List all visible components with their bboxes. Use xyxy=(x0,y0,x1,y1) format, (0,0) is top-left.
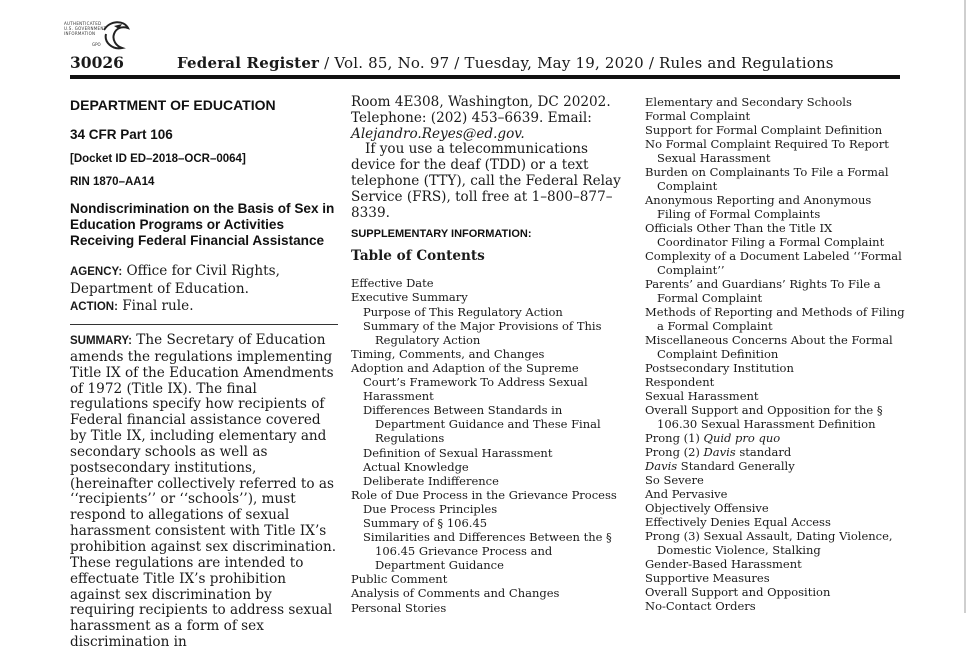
toc-entry xyxy=(645,95,905,109)
toc-entry xyxy=(351,460,621,474)
seal-gpo-text: GPO xyxy=(92,42,101,47)
toc-entry-text: Anonymous Reporting and Anonymous Filing of Formal Complaints xyxy=(645,193,872,221)
toc-entry-text-after: standard xyxy=(735,445,792,459)
toc-entry-text: Sexual Harassment xyxy=(645,389,759,403)
toc-entry xyxy=(645,109,905,123)
toc-entry-text: Effectively Denies Equal Access xyxy=(645,515,831,529)
contact-email[interactable]: Alejandro.Reyes@ed.gov. xyxy=(351,125,525,142)
toc-entry-text: So Severe xyxy=(645,473,704,487)
toc-entry-text: Objectively Offensive xyxy=(645,501,769,515)
toc-entry xyxy=(645,571,905,585)
toc-entry-text: Gender-Based Harassment xyxy=(645,557,802,571)
rin-number: RIN 1870–AA14 xyxy=(70,176,155,188)
toc-entry xyxy=(645,277,905,305)
toc-entry-text: Methods of Reporting and Methods of Filing a Formal Complaint xyxy=(645,305,905,333)
publication-name: Federal Register xyxy=(177,54,320,72)
toc-entry-text: Adoption and Adaption of the Supreme Court’s Framework To Address Sexual Harassment xyxy=(351,360,588,404)
toc-entry xyxy=(351,474,621,488)
toc-entry xyxy=(351,290,621,304)
toc-entry xyxy=(645,389,905,403)
toc-entry-text: Personal Stories xyxy=(351,600,447,615)
agency-field xyxy=(70,263,338,298)
toc-entry-text: Overall Support and Opposition for the § 106.30 Sexual Harassment Definition xyxy=(645,403,883,431)
toc-entry-text: Support for Formal Complaint Definition xyxy=(645,123,883,137)
toc-entry-text: Public Comment xyxy=(351,572,448,587)
toc-entry xyxy=(645,137,905,165)
column-1 xyxy=(70,95,338,664)
toc-entry-italic: Quid pro quo xyxy=(703,431,781,445)
toc-entry xyxy=(645,529,905,557)
header-rule xyxy=(70,75,900,79)
toc-entry-text-after: Standard Generally xyxy=(677,459,795,473)
toc-entry xyxy=(645,599,905,613)
toc-entry-text: Overall Support and Opposition xyxy=(645,585,831,599)
toc-entry-text: No-Contact Orders xyxy=(645,599,756,613)
action-label: ACTION: xyxy=(70,301,118,313)
toc-entry-text: Officials Other Than the Title IX Coordinator Filing a Formal Complaint xyxy=(645,221,885,249)
issue-details: / Vol. 85, No. 97 / Tuesday, May 19, 2020 / Rules and Regulations xyxy=(319,54,834,72)
docket-id: [Docket ID ED–2018–OCR–0064] xyxy=(70,153,246,165)
toc-list xyxy=(351,276,621,614)
toc-entry xyxy=(351,516,621,530)
contact-phone: Telephone: (202) 453–6639. Email: xyxy=(351,109,592,126)
toc-entry xyxy=(645,487,905,501)
action-field xyxy=(70,298,338,316)
column-3 xyxy=(645,95,905,613)
page-number: 30026 xyxy=(70,53,124,72)
summary-label: SUMMARY: xyxy=(70,335,132,347)
toc-entry-italic: Davis xyxy=(645,459,678,473)
tdd-paragraph: If you use a telecommunications device for the deaf (TDD) or a text telephone (TTY), call the Federal Relay Service (FRS), toll free at 1–800–877–8339. xyxy=(351,141,621,221)
eagle-icon xyxy=(100,18,130,52)
toc-entry xyxy=(645,501,905,515)
page-edge xyxy=(964,0,966,613)
toc-entry xyxy=(351,319,621,347)
toc-entry xyxy=(351,276,621,290)
toc-entry-text: Complexity of a Document Labeled ‘‘Formal Complaint’’ xyxy=(645,249,902,277)
toc-entry xyxy=(645,249,905,277)
toc-entry-text: Role of Due Process in the Grievance Process xyxy=(351,487,617,502)
toc-title: Table of Contents xyxy=(351,248,485,265)
toc-entry xyxy=(351,403,621,445)
toc-entry xyxy=(645,515,905,529)
gpo-authentication-seal xyxy=(64,18,134,54)
toc-entry-text: Analysis of Comments and Changes xyxy=(351,586,560,601)
toc-entry-text: Parents’ and Guardians’ Rights To File a Formal Complaint xyxy=(645,277,881,305)
toc-entry-text: Differences Between Standards in Department Guidance and These Final Regulations xyxy=(363,403,601,446)
toc-entry xyxy=(645,305,905,333)
toc-entry xyxy=(351,530,621,572)
column-2 xyxy=(351,95,621,615)
page-header xyxy=(70,52,900,72)
toc-entry xyxy=(645,431,905,445)
toc-entry-text: Elementary and Secondary Schools xyxy=(645,95,852,109)
toc-entry-text: Burden on Complainants To File a Formal Complaint xyxy=(645,165,889,193)
toc-entry-text: Due Process Principles xyxy=(363,501,498,516)
agency-value: Office for Civil Rights, Department of Education. xyxy=(70,263,280,297)
toc-entry-text: Prong (2) xyxy=(645,445,704,459)
toc-entry xyxy=(645,165,905,193)
toc-entry xyxy=(645,445,905,459)
toc-entry-text: Summary of the Major Provisions of This Regulatory Action xyxy=(363,318,602,347)
toc-entry-text: Prong (1) xyxy=(645,431,704,445)
toc-entry xyxy=(351,305,621,319)
cfr-part: 34 CFR Part 106 xyxy=(70,127,173,142)
toc-entry xyxy=(645,361,905,375)
toc-entry-text: Formal Complaint xyxy=(645,109,751,123)
toc-entry xyxy=(351,446,621,460)
toc-entry xyxy=(645,123,905,137)
toc-entry xyxy=(351,361,621,403)
toc-entry-text: Prong (3) Sexual Assault, Dating Violence, Domestic Violence, Stalking xyxy=(645,529,893,557)
toc-entry-text: No Formal Complaint Required To Report Sexual Harassment xyxy=(645,137,889,165)
summary-text: The Secretary of Education amends the regulations implementing Title IX of the Education Amendments of 1972 (Title IX). The final regulations specify how recipients of Federal financial assistance covered by Title IX, including elementary and secondary schools as well as postsecondary institutions, (hereinafter collectively referred to as ‘‘recipients’’ or ‘‘schools’’), must respond to allegations of sexual harassment consistent with Title IX’s prohibition against sex discrimination. These regulations are intended to effectuate Title IX’s prohibition against sex discrimination by requiring recipients to address sexual harassment as a form of sex discrimination in xyxy=(70,332,337,651)
seal-text: AUTHENTICATED U.S. GOVERNMENT INFORMATION xyxy=(64,21,107,36)
toc-entry xyxy=(351,347,621,361)
toc-entry xyxy=(645,557,905,571)
summary-paragraph xyxy=(70,333,338,651)
contact-address: Room 4E308, Washington, DC 20202. xyxy=(351,94,611,110)
toc-entry-text: Purpose of This Regulatory Action xyxy=(363,304,563,319)
action-value: Final rule. xyxy=(122,298,194,314)
toc-entry-text: Timing, Comments, and Changes xyxy=(351,346,545,361)
toc-entry-text: Postsecondary Institution xyxy=(645,361,794,375)
toc-entry-text: Effective Date xyxy=(351,276,434,291)
toc-entry-text: Summary of § 106.45 xyxy=(363,515,488,530)
rule-title: Nondiscrimination on the Basis of Sex in Education Programs or Activities Receiving Federal Financial Assistance xyxy=(70,201,335,248)
toc-entry xyxy=(351,502,621,516)
toc-entry xyxy=(645,193,905,221)
toc-entry xyxy=(645,585,905,599)
department-heading: DEPARTMENT OF EDUCATION xyxy=(70,97,276,113)
toc-entry-text: Similarities and Differences Between the § 106.45 Grievance Process and Department Guidance xyxy=(363,530,612,573)
toc-entry-text: Supportive Measures xyxy=(645,571,770,585)
toc-entry-text: Executive Summary xyxy=(351,290,468,305)
toc-entry-text: Actual Knowledge xyxy=(363,459,469,474)
toc-entry xyxy=(645,473,905,487)
toc-entry xyxy=(645,403,905,431)
toc-entry-italic: Davis xyxy=(703,445,736,459)
toc-entry-text: Respondent xyxy=(645,375,715,389)
supplementary-heading: SUPPLEMENTARY INFORMATION: xyxy=(351,228,532,241)
toc-entry xyxy=(351,586,621,600)
toc-entry-text: And Pervasive xyxy=(645,487,728,501)
toc-entry xyxy=(645,459,905,473)
running-head xyxy=(177,54,834,72)
toc-list-continued xyxy=(645,95,905,613)
toc-entry xyxy=(645,221,905,249)
agency-label: AGENCY: xyxy=(70,266,123,278)
toc-entry xyxy=(645,333,905,361)
toc-entry xyxy=(645,375,905,389)
toc-entry xyxy=(351,572,621,586)
section-divider xyxy=(70,324,338,325)
toc-entry-text: Miscellaneous Concerns About the Formal Complaint Definition xyxy=(645,333,893,361)
toc-entry-text: Deliberate Indifference xyxy=(363,473,499,488)
toc-entry xyxy=(351,488,621,502)
toc-entry-text: Definition of Sexual Harassment xyxy=(363,445,553,460)
